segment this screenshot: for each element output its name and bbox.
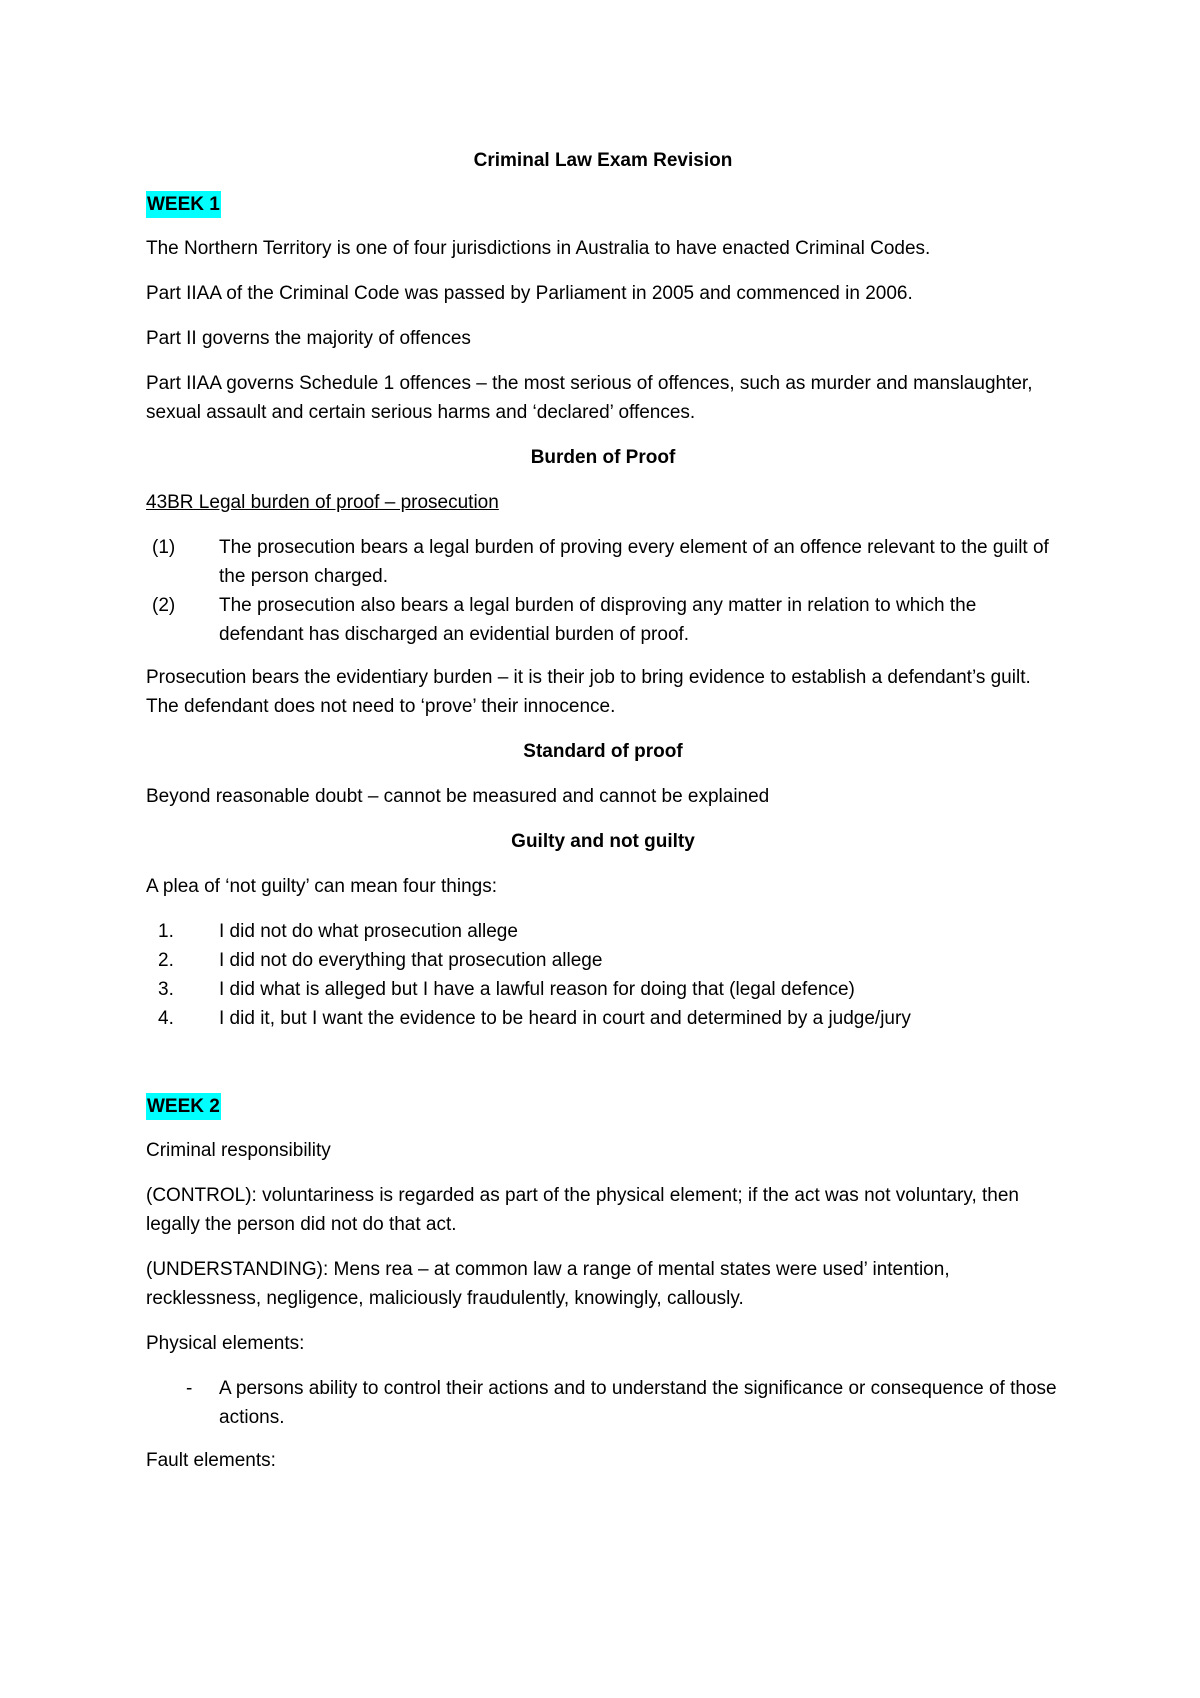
- list-item-text: I did not do everything that prosecution allege: [219, 950, 603, 971]
- list-marker: -: [186, 1378, 193, 1399]
- week1-label: WEEK 1: [146, 191, 221, 218]
- week1-label-wrap: [146, 190, 1060, 219]
- list-item: [146, 533, 1060, 591]
- burden-heading: Burden of Proof: [530, 447, 676, 468]
- guilty-list: [146, 917, 1060, 1033]
- fault-elements-label: Fault elements:: [146, 1450, 276, 1471]
- physical-elements-list: [146, 1374, 1060, 1432]
- list-item-text: I did not do what prosecution allege: [219, 921, 518, 942]
- list-item: [146, 946, 1060, 975]
- standard-text: Beyond reasonable doubt – cannot be measured and cannot be explained: [146, 786, 770, 807]
- week1-paragraph-3: Part II governs the majority of offences: [146, 328, 471, 349]
- list-item: [146, 917, 1060, 946]
- list-marker: 4.: [158, 1008, 174, 1029]
- week2-label-wrap: [146, 1092, 1060, 1121]
- list-item-text: The prosecution bears a legal burden of proving every element of an offence relevant to the guilt of the person charged.: [219, 537, 1049, 587]
- week2-label: WEEK 2: [146, 1093, 221, 1120]
- burden-note: Prosecution bears the evidentiary burden – it is their job to bring evidence to establish a defendant’s guilt. The defendant does not need to ‘prove’ their innocence.: [146, 667, 1031, 717]
- week1-paragraph-2: Part IIAA of the Criminal Code was passed by Parliament in 2005 and commenced in 2006.: [146, 283, 913, 304]
- guilty-intro: A plea of ‘not guilty’ can mean four things:: [146, 876, 498, 897]
- list-item: [146, 1004, 1060, 1033]
- control-paragraph: (CONTROL): voluntariness is regarded as part of the physical element; if the act was not voluntary, then legally the person did not do that act.: [146, 1185, 1019, 1235]
- list-marker: (1): [152, 537, 176, 558]
- burden-list: [146, 533, 1060, 649]
- week1-paragraph-4: Part IIAA governs Schedule 1 offences – the most serious of offences, such as murder and manslaughter, sexual assault and certain serious harms and ‘declared’ offences.: [146, 373, 1033, 423]
- list-marker: 1.: [158, 921, 174, 942]
- section-spacer: [146, 1047, 1060, 1092]
- list-item-text: The prosecution also bears a legal burden of disproving any matter in relation to which the defendant has discharged an evidential burden of proof.: [219, 595, 977, 645]
- list-marker: 2.: [158, 950, 174, 971]
- list-item-text: A persons ability to control their actions and to understand the significance or consequence of those actions.: [219, 1378, 1057, 1428]
- document-title: Criminal Law Exam Revision: [473, 150, 733, 171]
- physical-elements-label: Physical elements:: [146, 1333, 305, 1354]
- list-item: [146, 591, 1060, 649]
- list-item-text: I did it, but I want the evidence to be heard in court and determined by a judge/jury: [219, 1008, 911, 1029]
- week1-paragraph-1: The Northern Territory is one of four jurisdictions in Australia to have enacted Criminal Codes.: [146, 238, 931, 259]
- understanding-paragraph: (UNDERSTANDING): Mens rea – at common law a range of mental states were used’ intention, recklessness, negligence, maliciously fraudulently, knowingly, callously.: [146, 1259, 950, 1309]
- burden-subheading: 43BR Legal burden of proof – prosecution: [146, 492, 499, 513]
- list-marker: (2): [152, 595, 176, 616]
- standard-heading: Standard of proof: [523, 741, 683, 762]
- guilty-heading: Guilty and not guilty: [511, 831, 695, 852]
- list-item-text: I did what is alleged but I have a lawful reason for doing that (legal defence): [219, 979, 855, 1000]
- list-item: [146, 1374, 1060, 1432]
- list-item: [146, 975, 1060, 1004]
- list-marker: 3.: [158, 979, 174, 1000]
- week2-subtitle: Criminal responsibility: [146, 1140, 331, 1161]
